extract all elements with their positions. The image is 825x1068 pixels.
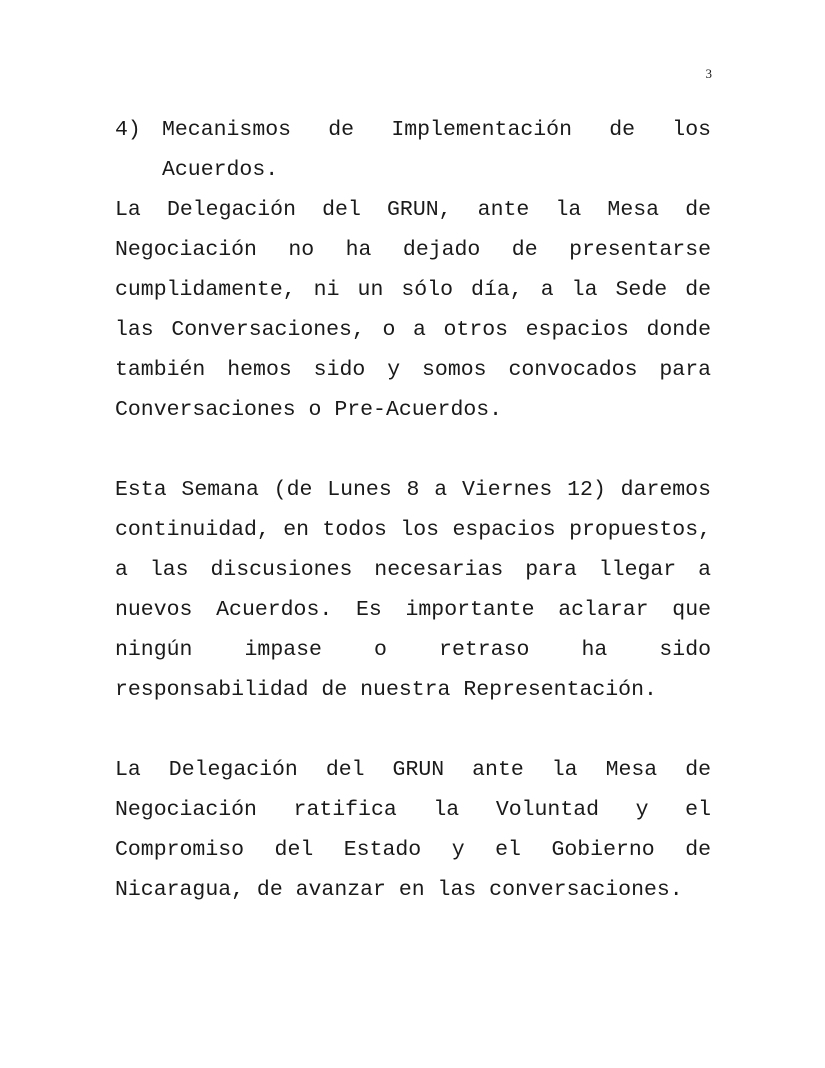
paragraph-2: Esta Semana (de Lunes 8 a Viernes 12) daremos continuidad, en todos los espacios propuestos, a las discusiones necesarias para llegar a nuevos Acuerdos. Es importante aclarar que ningún impase o retraso ha sido responsabilidad de nuestra Representación. <box>115 478 711 702</box>
section-heading <box>115 110 711 190</box>
section-title: Mecanismos de Implementación de los Acuerdos. <box>162 118 711 182</box>
page-number: 3 <box>705 66 712 81</box>
paragraph-3: La Delegación del GRUN ante la Mesa de Negociación ratifica la Voluntad y el Compromiso del Estado y el Gobierno de Nicaragua, de avanzar en las conversaciones. <box>115 758 711 902</box>
paragraph-1: La Delegación del GRUN, ante la Mesa de Negociación no ha dejado de presentarse cumplidamente, ni un sólo día, a la Sede de las Conversaciones, o a otros espacios donde también hemos sido y somos convocados para Conversaciones o Pre-Acuerdos. <box>115 198 711 422</box>
section-number: 4) <box>115 118 141 142</box>
document-body <box>115 110 711 910</box>
